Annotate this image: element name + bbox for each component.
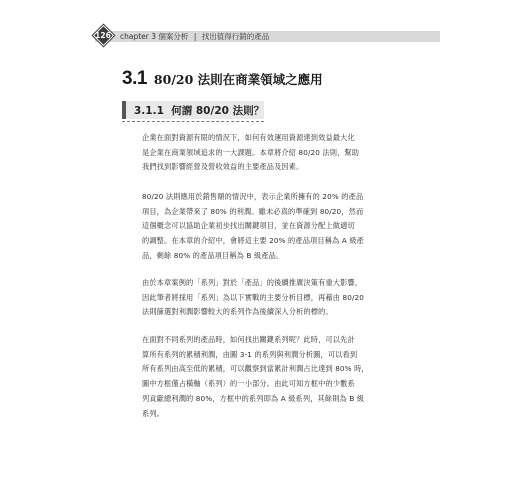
paragraph-line: 列貢獻總利潤的 80%，方框中的系列即為 A 級系列，其餘則為 B 級 bbox=[142, 393, 365, 403]
paragraph-line: 圖中方框僅占橫軸（系列）的一小部分。由此可知方框中的少數系 bbox=[142, 379, 355, 389]
running-header bbox=[120, 31, 269, 42]
paragraph-line: 項目，為企業帶來了 80% 的利潤。雖未必真的準確到 80/20，然而 bbox=[142, 206, 364, 216]
section-number: 3.1 bbox=[122, 68, 147, 89]
paragraph-4 bbox=[142, 333, 404, 421]
subsection-number: 3.1.1 bbox=[134, 105, 164, 117]
paragraph-line: 系列。 bbox=[142, 408, 165, 418]
section-title: 80/20 法則在商業領域之應用 bbox=[153, 72, 323, 87]
paragraph-1 bbox=[142, 131, 404, 175]
subsection-heading bbox=[122, 101, 264, 119]
paragraph-line: 所有系列由高至低的累積，可以觀察到當累計利潤占比達到 80% 時， bbox=[142, 364, 369, 374]
paragraph-line: 因此筆者將採用「系列」為以下實戰的主要分析目標，再藉由 80/20 bbox=[142, 292, 365, 302]
subsection-title-text: 何謂 80/20 法則？ bbox=[171, 105, 265, 117]
page-number: 126 bbox=[95, 31, 111, 40]
section-heading bbox=[122, 68, 323, 90]
paragraph-line: 由於本章案例的「系列」對於「產品」的後續推廣決策有重大影響， bbox=[142, 278, 363, 287]
paragraph-line: 算所有系列的累積利潤，由圖 3-1 的系列與利潤分析圖，可以看到 bbox=[142, 349, 358, 359]
paragraph-line: 是企業在商業領域追求的一大課題。本章將介紹 80/20 法則，幫助 bbox=[142, 147, 360, 157]
paragraph-2 bbox=[142, 190, 404, 264]
paragraph-line: 法則篩選對利潤影響較大的系列作為後續深入分析的標的。 bbox=[142, 307, 333, 317]
subsection-title bbox=[134, 103, 264, 118]
paragraph-line: 我們找到影響經營及營收效益的主要產品及因素。 bbox=[142, 162, 304, 172]
paragraph-line: 品，剩餘 80% 的產品項目稱為 B 級產品。 bbox=[142, 250, 284, 260]
paragraph-line: 80/20 法則應用於銷售額的情況中，表示企業所擁有的 20% 的產品 bbox=[142, 192, 364, 201]
header-section-title: 找出值得行銷的產品 bbox=[201, 32, 270, 41]
paragraph-line: 在面對不同系列的產品時，如何找出關鍵系列呢？此時，可以先計 bbox=[142, 335, 355, 344]
paragraph-3 bbox=[142, 276, 404, 320]
paragraph-line: 的調整。在本章的介紹中，會將這主要 20% 的產品項目稱為 A 級產 bbox=[142, 236, 365, 246]
subsection-underline bbox=[122, 121, 264, 122]
chapter-title: 個案分析 bbox=[158, 32, 189, 41]
header-separator: | bbox=[193, 32, 197, 41]
paragraph-line: 企業在面對資源有限的情況下，如何有效運用資源達到效益最大化 bbox=[142, 133, 355, 142]
paragraph-line: 這個概念可以協助企業初步找出關鍵項目，並在資源分配上做適切 bbox=[142, 221, 355, 231]
chapter-label: chapter 3 bbox=[120, 32, 157, 41]
